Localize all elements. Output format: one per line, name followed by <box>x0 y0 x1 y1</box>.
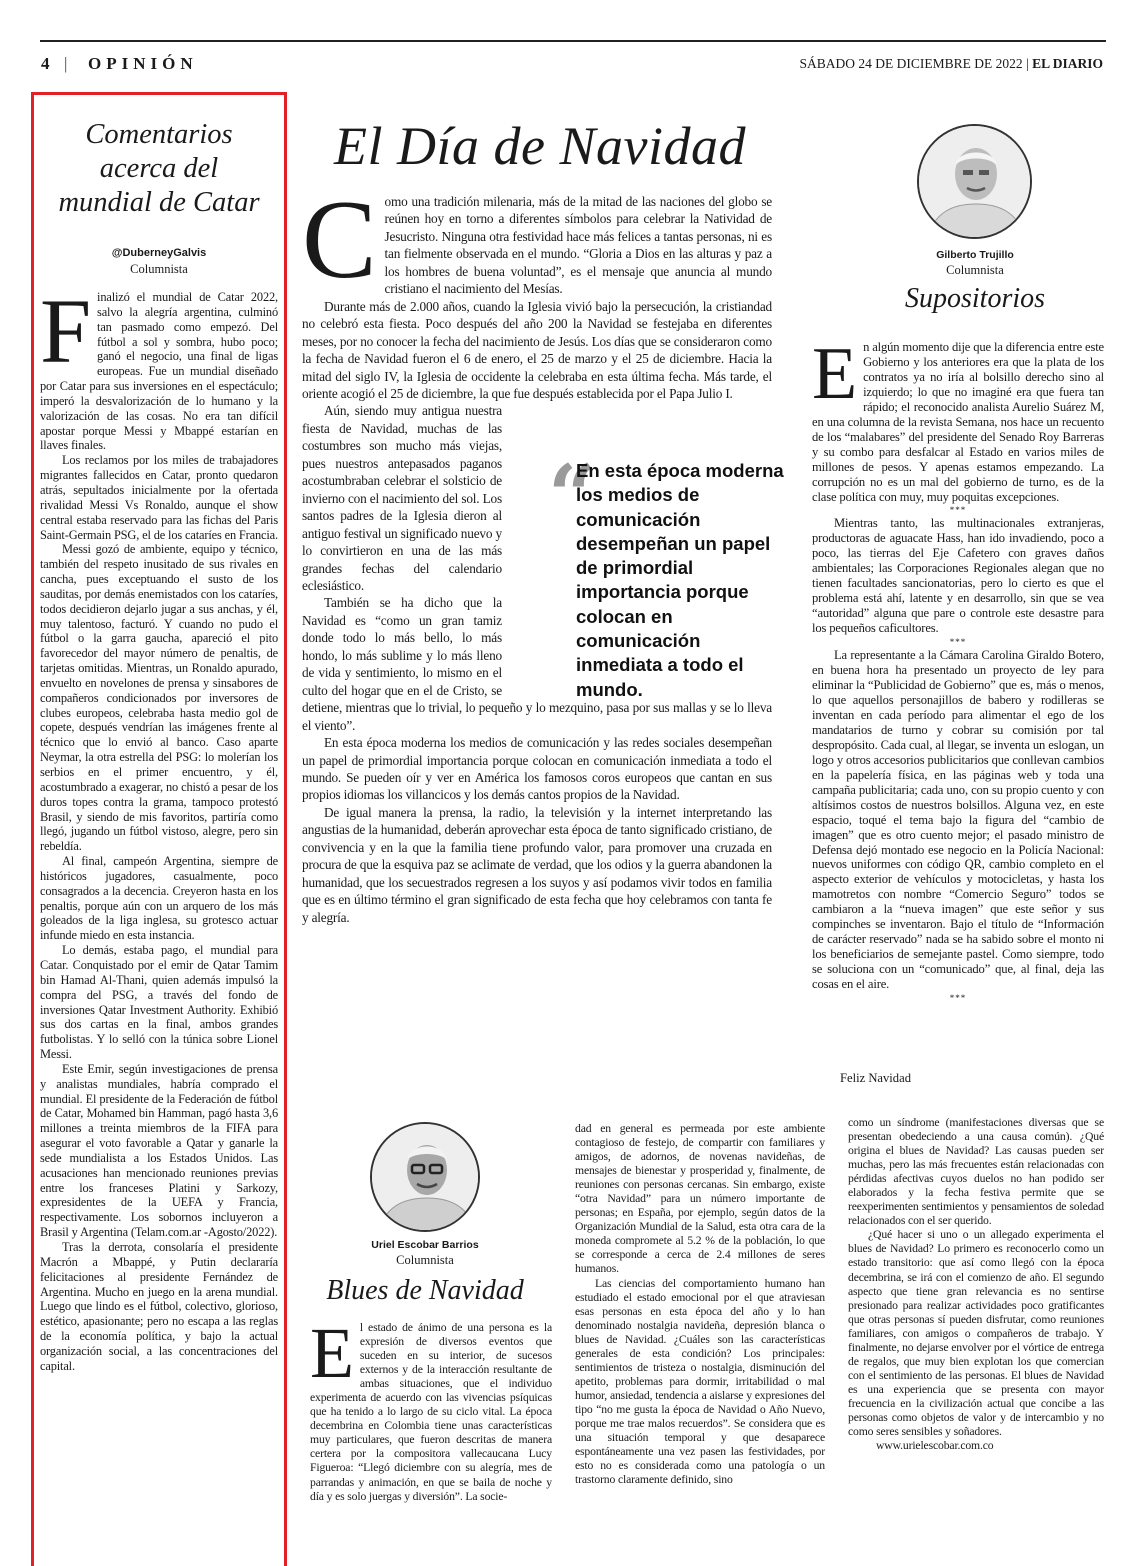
bottom-article-author: Uriel Escobar Barrios <box>371 1239 479 1251</box>
bottom-article-title: Blues de Navidad <box>326 1275 524 1306</box>
article-paragraph: Tras la derrota, consolaría el presidente Macrón a Mbappé, y Putin declararía felicitaciones al presidente Fernández de Argentina. Mucho en juego en la arena mundial. Luego que lindo es el fútbol, colectivo, glorioso, estético, apasionante; pero no escapa a las reglas de la economía política, y bajo la actual organización social, a las concentraciones del capital. <box>40 1240 278 1373</box>
header-dateline <box>800 56 1104 72</box>
article-paragraph: De igual manera la prensa, la radio, la televisión y la internet interpretando las angustias de la humanidad, deberán aprovechar esta época de tanto significado cristiano, de convivencia y en la que la familia tiene profundo valor, para promover una cruzada en procura de que la esquiva paz se aclimate de verdad, que los odios y la guerra abandonen la humanidad, que los secuestrados regresen a los suyos y así podamos vivir todos en familia que es en último término el gran significado de esta fecha que hoy celebramos con tanta fe y alegría. <box>302 804 772 925</box>
article-paragraph: Los reclamos por los miles de trabajadores migrantes fallecidos en Catar, pronto quedaron atrás, sepultados inicialmente por la ofertada rivalidad Messi Vs Ronaldo, aunque el show central estaba reservado para las fichas del Paris Saint-Germain PSG, el de los cataríes en Francia. <box>40 453 278 542</box>
article-paragraph: El estado de ánimo de una persona es la expresión de diversos eventos que suceden en su interior, de sucesos externos y de la interacción resultante de ambas situaciones, que el individuo experimenta de acuerdo con las vivencias psíquicas que ha tenido a lo largo de su ciclo vital. La época decembrina en Colombia tiene unas características muy particulares, que fueron descritas de manera certera por la compositora vallecaucana Lucy Figueroa: “Llegó diciembre con su alegría, mes de parrandas y animación, en que se baila de noche y día y es solo juergas y diversión”. La socie- <box>310 1313 552 1503</box>
section-separator: *** <box>949 505 967 516</box>
header-separator: | <box>64 54 68 73</box>
pull-quote-text: En esta época moderna los medios de comunicación desempeñan un papel de primordial importancia porque colocan en comunicación inmediata a todo el mundo. <box>576 460 784 700</box>
article-paragraph: Finalizó el mundial de Catar 2022, salvo la alegría argentina, culminó tan pasmado como empezó. Del fútbol a sol y sombra, hubo poco; ganó el negocio, una final de ligas europeas. Fue un mundial diseñado por Catar para sus inversiones en el espectáculo; imperó la desvalorización de lo humano y la valorización de las cosas. No era tan difícil apostar porque Messi y Mbappé estarían en llaves finales. <box>40 280 278 453</box>
article-paragraph: como un síndrome (manifestaciones diversas que se presentan obedeciendo a una causa común). ¿Qué origina el blues de Navidad? Las causas pueden ser muchas, pero las más frecuentes están relacionadas con pérdidas afectivas cuyos duelos no han podido ser elaborados y la fecha festiva permite que se reexperimenten sentimientos y pensamientos de soledad relacionados con el ser querido. <box>848 1116 1104 1228</box>
right-article-body <box>812 333 1104 1004</box>
right-article-role: Columnista <box>946 263 1004 277</box>
issue-date: SÁBADO 24 DE DICIEMBRE DE 2022 <box>799 56 1023 71</box>
drop-cap: E <box>310 1313 354 1393</box>
left-title-line: acerca del <box>99 153 219 184</box>
article-paragraph: dad en general es permeada por este ambiente contagioso de festejo, de compartir con familiares y amigos, de adornos, de novenas navideñas, de mensajes de bienestar y prosperidad y, finalmente, de reuniones con personas cercanas. Sin embargo, existe “otra Navidad” para un número importante de personas; en España, por ejemplo, según datos de la Organización Mundial de la Salud, esta otra cara de la moneda compromete al 5.2 % de la población, lo que se corresponde a cerca de 2.4 millones de seres humanos. <box>575 1122 825 1276</box>
drop-cap: E <box>812 333 858 415</box>
article-paragraph: Durante más de 2.000 años, cuando la Iglesia vivió bajo la persecución, la cristiandad no celebró esta fiesta. Poco después del año 200 la Navidad se festejaba en diferentes meses, por no conocer la fecha del nacimiento de Jesús. Los días que se consideraron como la fecha de Navidad fueron el 6 de enero, el 25 de marzo y el 25 de diciembre. Hacia la mitad del siglo IV, la Iglesia de occidente la celebraba en esta última fecha. Más tarde, el oriente acogió el 25 de diciembre, la que fue después establecida por el Papa Julio I. <box>302 298 772 401</box>
quote-mark-icon: “ <box>548 446 597 545</box>
left-article-body <box>40 280 278 1374</box>
left-article-role: Columnista <box>130 262 188 276</box>
right-article-title: Supositorios <box>904 283 1046 314</box>
article-paragraph: En esta época moderna los medios de comunicación y las redes sociales desempeñan un papel de primordial importancia porque colocan en comunicación inmediata a todo el mundo. Se pueden oír y ver en América los famosos coros europeos que cantan en sus propios idiomas los villancicos y los demás cantos propios de la Navidad. <box>302 735 772 803</box>
drop-cap: C <box>302 178 377 302</box>
portrait-icon <box>372 1124 480 1232</box>
article-paragraph: Aún, siendo muy antigua nuestra fiesta de Navidad, muchas de las costumbres son mucho más viejas, pues nuestros antepasados paganos acostumbraban celebrar el solsticio de invierno con el nacimiento del sol. Los santos padres de la Iglesia dieron al antiguo festival un significado nuevo y lo convirtieron en una de las más grandes fechas del calendario eclesiástico. <box>302 403 502 593</box>
bottom-article-column-3 <box>848 1116 1104 1453</box>
page-number: 4 <box>41 54 51 73</box>
author-website: www.urielescobar.com.co <box>876 1439 994 1453</box>
article-paragraph: Este Emir, según investigaciones de prensa y analistas mundiales, habría comprado el mundial. El presidente de la Federación de fútbol de Catar, Mohamed bin Hamman, pagó hasta 3,6 millones a treinta miembros de la FIFA para asegurar el voto favorable a Qatar y ganarle la sede mundialista a los Estados Unidos. Las acusaciones han mencionado reuniones previas entre los franceses Platini y Sarkozy, expresidentes de la UEFA y Francia, respectivamente. Los sobornos incluyeron a Brasil y Argentina (Telam.com.ar -Agosto/2022). <box>40 1061 278 1240</box>
main-article-title: El Día de Navidad <box>334 116 746 176</box>
article-paragraph: Las ciencias del comportamiento humano han estudiado el estado emocional por el que atraviesan esas personas en esta época del año y lo han denominado nostalgia navideña, depresión blanca o blues de Navidad. ¿Cuáles son las características generales de esta condición? Los principales: sentimientos de tristeza o nostalgia, disminución del apetito, problemas para dormir, irritabilidad o mal humor, ansiedad, tendencia a aislarse y expresiones del tipo “no me gusta la época de Navidad o Año Nuevo, porque me trae malos recuerdos”. Se considera que es una situación temporal y que desaparece espontáneamente una vez pasen las festividades, por esto no es considerada como una patología o un trastorno claramente definido, sino <box>575 1276 825 1487</box>
left-title-line: mundial de Catar <box>58 187 260 218</box>
section-name: OPINIÓN <box>88 54 198 73</box>
article-paragraph: Lo demás, estaba pago, el mundial para Catar. Conquistado por el emir de Qatar Tamim bin Hamad Al-Thani, quien además impulsó la compra del PSG, a través del fondo de inversiones Qatar Investment Authority. Exhibió sus dos cartas en la final, ambos grandes futbolistas. Y lo selló con la túnica sobre Lionel Messi. <box>40 943 278 1062</box>
right-article-author: Gilberto Trujillo <box>936 249 1014 261</box>
bottom-article-column-1 <box>310 1313 552 1504</box>
left-title-line: Comentarios <box>85 119 233 150</box>
article-paragraph: En algún momento dije que la diferencia entre este Gobierno y los anteriores era que la plata de los contratos ya no iría al bolsillo derecho sino al izquierdo; lo que no imaginé era que fuera tan rápido; el reconocido analista Aurelio Suárez M, en una columna de la revista Semana, nos hace un recuento de los “malabares” del presidente del Senado Roy Barreras y su combo para desfalcar al Estado en varios miles de millones de pesos. Y apenas estamos empezando. La corrupción no es un mal del gobierno de turno, es de la clase política con muy, muy poquitas excepciones. <box>812 333 1104 504</box>
article-paragraph: Como una tradición milenaria, más de la mitad de las naciones del globo se reúnen hoy en torno a diferentes símbolos para celebrar la Natividad de Jesucristo. Ninguna otra festividad hace más felices a tantas personas, ni es tan fielmente observada en el mundo. “Gloria a Dios en las alturas y paz a los hombres de buena voluntad”, es el mensaje que anuncia al mundo cristiano el nacimiento del Mesías. <box>302 178 772 302</box>
article-paragraph: Mientras tanto, las multinacionales extranjeras, productoras de aguacate Hass, han ido invadiendo, poco a poco, las tierras del Eje Cafetero con graves daños ambientales; las Corporaciones Regionales alegan que no tienen facultades sancionatorias, pero lo cierto es que el problema está ahí, latente y en desarrollo, sin que se vea “autoridad” alguna que pare o controle este desastre para los pequeños caficultores. <box>812 516 1104 636</box>
section-separator: *** <box>949 637 967 648</box>
drop-cap: F <box>40 280 92 382</box>
left-article-title <box>36 118 282 220</box>
article-paragraph: ¿Qué hacer si uno o un allegado experimenta el blues de Navidad? Lo primero es reconocerlo como un estado transitorio: que así como llegó con la época decembrina, se irá con el comienzo de año. El segundo aspecto que tiene gran relevancia es no sentirse presionado para realizar actividades poco gratificantes que otras personas sí pueden disfrutar, como reuniones familiares, con amigos o compañeros de trabajo. Y finalmente, no dejarse envolver por el vórtice de entrega de regalos, que muy bien explotan los que comercian con el sentimiento de las personas. El blues de Navidad es una experiencia que se presenta con mayor frecuencia en la civilización actual que concibe a las personas como objetos de valor y de intercambio y no como seres sensibles y soñadores. <box>848 1228 1104 1439</box>
section-separator: *** <box>949 993 967 1004</box>
portrait-icon <box>919 126 1032 239</box>
bottom-article-column-2 <box>575 1122 825 1487</box>
bottom-article-role: Columnista <box>396 1253 454 1267</box>
dateline-separator: | <box>1022 56 1033 71</box>
author-photo-uriel-escobar-barrios <box>370 1122 480 1232</box>
article-paragraph: También se ha dicho que la Navidad es “como un gran tamiz donde todo lo más bello, lo más hondo, lo más sublime y lo más lleno de vida y sentimiento, lo mismo en el culto del hogar que en el de Cristo, se detiene, mientras que lo trivial, lo pequeño y lo mezquino, pasa por sus mallas y se lo lleva el viento”. <box>302 595 772 733</box>
header-rule <box>40 40 1106 42</box>
author-photo-gilberto-trujillo <box>917 124 1032 239</box>
article-paragraph: Al final, campeón Argentina, siempre de históricos jugadores, casualmente, poco consagrados a la decencia. Creyeron hasta en los penaltis, porque aún con un arquero de los más goleados de la liga inglesa, su grotesco actuar infunde miedo en esta instancia. <box>40 854 278 943</box>
newspaper-name: EL DIARIO <box>1032 56 1103 71</box>
article-paragraph: Messi gozó de ambiente, equipo y técnico, también del respeto inusitado de sus rivales en cancha, pues exceptuando el susto de los sauditas, por demás enemistados con los cataríes, todos decidieron dejarlo jugar a sus anchas, y él, muy talentoso, facturó. Y cuando no pudo el fútbol o la garra gaucha, apareció el pito favorecedor del mayor número de penaltis, de tarjetas omitidas. Mientras, un Ronaldo apurado, envuelto en novelones de prensa y sinsabores de compañeros condicionados por inversores de clubes europeos, celebraba hasta medio gol de copete, después vendrían las imágenes frente al técnico que lo envió al banco. Caso aparte Neymar, la otra estrella del PSG: lo molerían los serbios en el primer encuentro, y él, acostumbrado a exagerar, no chistó a pesar de los duros topes contra la grama, tampoco protestó Brasil, y siendo de mis favoritos, partiría como llegó, jugando un fútbol vistoso, alegre, pero sin rebeldía. <box>40 542 278 854</box>
article-paragraph: La representante a la Cámara Carolina Giraldo Botero, en buena hora ha presentado un proyecto de ley para eliminar la “Publicidad de Gobierno” que es, más o menos, lo que aquellos personajillos de babero y rodilleras se inventan en cada período para alimentar el ego de los mandatarios de turno y cobrar su comisión por tal despropósito. Cada cual, al llegar, se inventa un eslogan, un logo y otros accesorios publicitarios que conllevan cambios en la papelería física, en las páginas web y toda una campaña publicitaria; cada uno, con su propio cuento y con altísimos costos de nuestros bolsillos. Alguna vez, en este espacio, toqué el tema bajo la figura del “cambio de imagen” que es otro cuento mejor; el pasado ministro de Defensa dejó montado ese negocio en la Policía Nacional: nuevos uniformes con código QR, cambio completo en el aspecto exterior de vehículos y motocicletas, y hasta los mamotretos con nombre “Comercio Seguro” todos se cambiaron a la “nueva imagen” que este señor y sus compinches se inventaron. Bajo el título de “Información de carácter reservado” nada se ha sabido sobre el monto ni los beneficiarios de semejante pastel. Como siempre, todo se soluciona con un “comunicado” que, al final, deja las cosas en el aire. <box>812 648 1104 992</box>
left-article-author: @DuberneyGalvis <box>111 247 207 259</box>
right-article-signoff: Feliz Navidad <box>840 1071 911 1085</box>
